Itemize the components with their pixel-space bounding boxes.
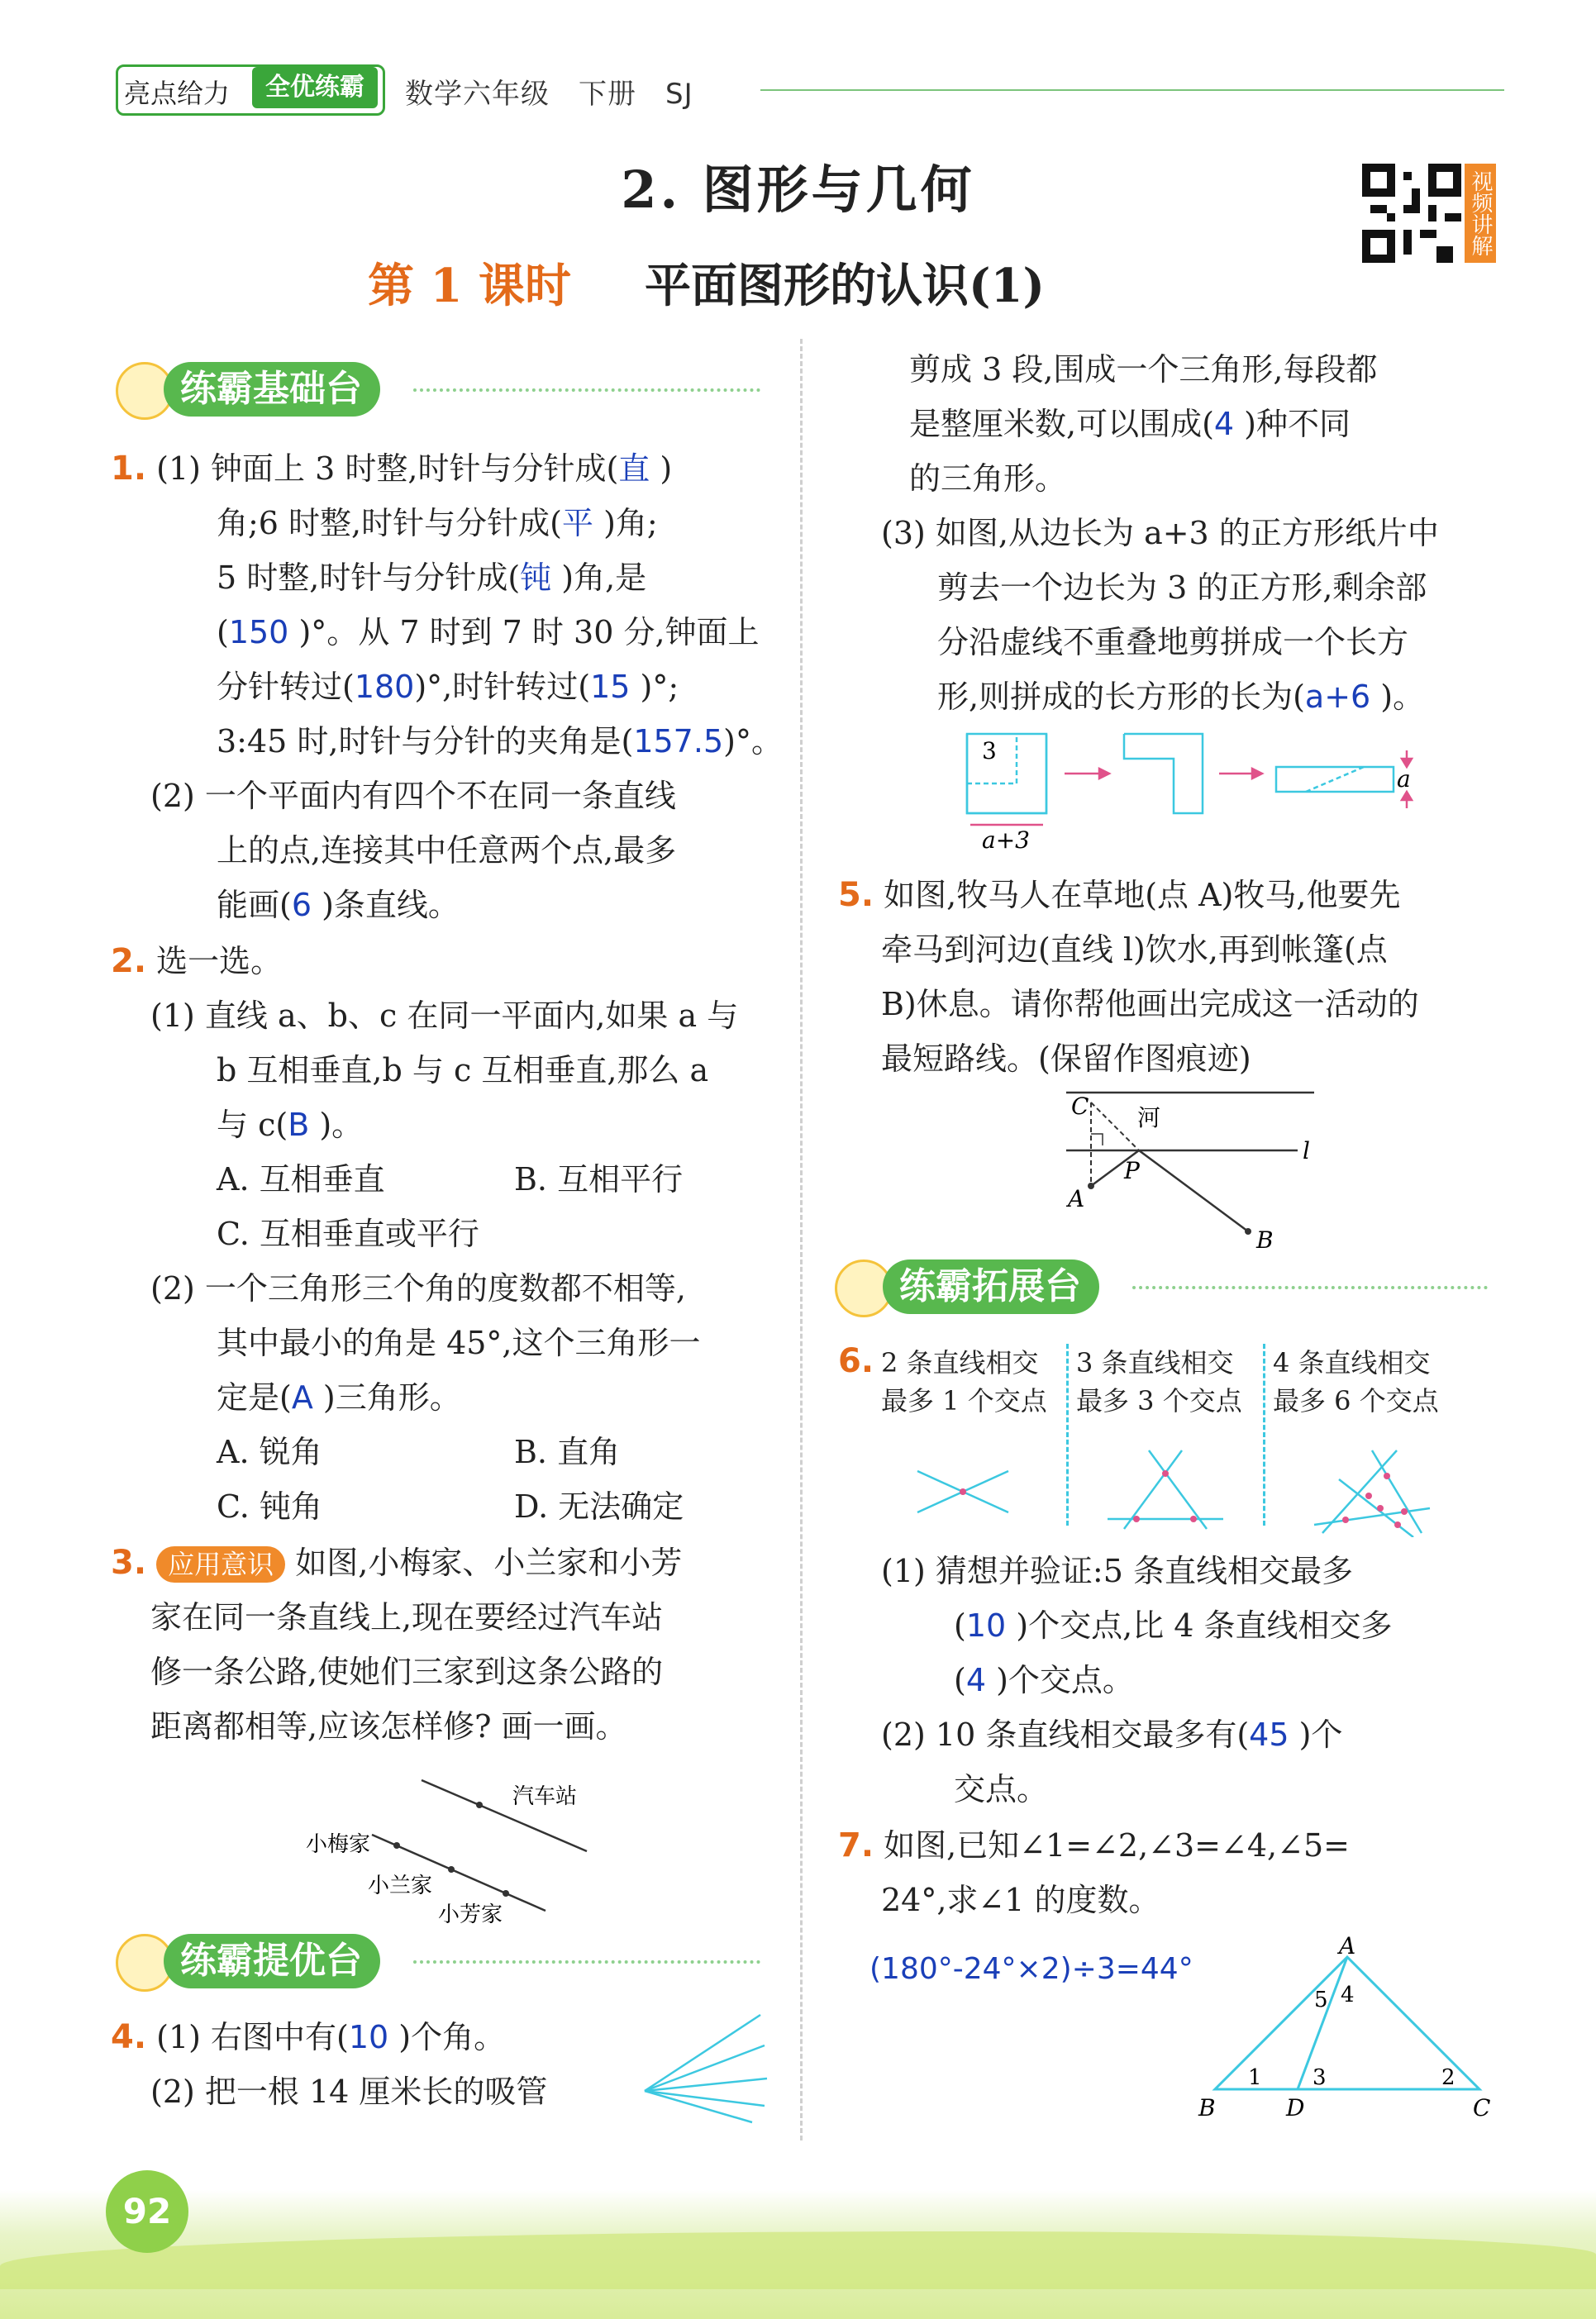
q4-square-figure (950, 726, 1430, 850)
label-4: 4 (1341, 1983, 1355, 2007)
label-l: l (1303, 1137, 1310, 1164)
lesson-number: 第 1 课时 (368, 259, 571, 313)
page-number: 92 (106, 2170, 188, 2253)
answer: 157.5 (633, 723, 724, 760)
label-2: 2 (1441, 2065, 1455, 2090)
answer: 4 (1213, 406, 1235, 442)
q7-answer: (180°-24°×2)÷3=44° (869, 1952, 1193, 1986)
q6-parts: (1) 猜想并验证:5 条直线相交最多 (10 )个交点,比 4 条直线相交多 (4 )个交点。 (2) 10 条直线相交最多有(45 )个 交点。 (881, 1553, 1393, 1807)
answer: 10 (965, 1607, 1007, 1644)
q7-triangle-figure (1190, 1934, 1504, 2132)
label-bus-stop: 汽车站 (512, 1784, 578, 1809)
q4-part3: (3) 如图,从边长为 a+3 的正方形纸片中 剪去一个边长为 3 的正方形,剩余部 分沿虚线不重叠地剪拼成一个长方 形,则拼成的长方形的长为(a+6 )。 (881, 515, 1439, 715)
column-divider (800, 339, 803, 2140)
q3: 3. 应用意识 如图,小梅家、小兰家和小芳 家在同一条直线上,现在要经过汽车站 修一条公路,使她们三家到这条公路的 距离都相等,应该怎样修? 画一画。 (111, 1544, 683, 1745)
label-B: B (1198, 2094, 1216, 2121)
label-river: 河 (1137, 1104, 1161, 1131)
q1: 1. (1) 钟面上 3 时整,时针与分针成(直 ) 角;6 时整,时针与分针成(平 )角; 5 时整,时针与分针成(钝 )角,是 (150 )°。从 7 时到 7 时 30 分,钟面上 分针转过(180)°,时针转过(15 )°; 3:45 时,时针与分针的夹角是(157.5)°。 (2) 一个平面内有四个不在同一条直线 上的点,连接其中任意两个点,最多 能画(6 )条直线。 (111, 450, 783, 923)
label-a-plus-3: a+3 (982, 826, 1030, 850)
answer: 45 (1249, 1717, 1289, 1753)
answer: 6 (291, 887, 312, 923)
q3-figure (289, 1769, 620, 1934)
label-xiaomei: 小梅家 (306, 1832, 371, 1857)
section-basic-label: 练霸基础台 (164, 362, 380, 417)
label-A: A (1068, 1185, 1085, 1212)
q7-number: 7. (838, 1826, 874, 1864)
video-tag: 视频讲解 (1465, 164, 1496, 263)
label-xiaolan: 小兰家 (368, 1874, 433, 1898)
q5-number: 5. (838, 876, 874, 914)
answer: 15 (590, 669, 631, 705)
label-C: C (1071, 1093, 1089, 1120)
qr-code-icon[interactable] (1362, 164, 1461, 263)
label-a: a (1397, 765, 1411, 793)
q6-col-3: 4 条直线相交 最多 6 个交点 (1273, 1347, 1439, 1417)
label-5: 5 (1314, 1988, 1328, 2012)
q2: 2. 选一选。 (1) 直线 a、b、c 在同一平面内,如果 a 与 b 互相垂直,b 与 c 互相垂直,那么 a 与 c(B )。 A. 互相垂直 B. 互相平行 C. 互相垂直或平行 (2) 一个三角形三个角的度数都不相等, 其中最小的角是 45°,这个三角形一 定是(A )三角形。 A. 锐角 B. 直角 C. 钝角 D. 无法确定 (111, 942, 739, 1525)
q4: 4. (1) 右图中有(10 )个角。 (2) 把一根 14 厘米长的吸管 (111, 2018, 548, 2110)
label-3: 3 (982, 737, 997, 764)
answer: 直 (618, 450, 650, 487)
q6-col-1: 2 条直线相交 最多 1 个交点 (881, 1347, 1047, 1417)
label-D: D (1286, 2094, 1305, 2121)
label-C: C (1473, 2094, 1491, 2121)
answer: 180 (354, 669, 415, 705)
course-info: 数学六年级 下册 SJ (405, 78, 693, 111)
q4-number: 4. (111, 2018, 147, 2056)
lesson-topic: 平面图形的认识(1) (645, 259, 1045, 313)
q4-rays-figure (636, 2008, 769, 2124)
section-basic (116, 362, 760, 417)
section-expand (835, 1259, 1488, 1314)
label-P: P (1124, 1157, 1140, 1184)
answer: B (288, 1107, 310, 1143)
label-B: B (1256, 1226, 1274, 1254)
q6-col-2: 3 条直线相交 最多 3 个交点 (1076, 1347, 1242, 1417)
brand-right: 全优练霸 (252, 67, 378, 108)
q1-number: 1. (111, 450, 147, 488)
label-1: 1 (1248, 2065, 1262, 2090)
q7: 7. 如图,已知∠1=∠2,∠3=∠4,∠5= 24°,求∠1 的度数。 (838, 1826, 1350, 1918)
header-rule (760, 89, 1504, 91)
q5: 5. 如图,牧马人在草地(点 A)牧马,他要先 牵马到河边(直线 l)饮水,再到帐篷(点 B)休息。请你帮他画出完成这一活动的 最短路线。(保留作图痕迹) (838, 876, 1419, 1077)
answer: A (291, 1379, 313, 1416)
label-A: A (1339, 1934, 1356, 1959)
q3-number: 3. (111, 1544, 147, 1582)
brand-left: 亮点给力 (124, 78, 231, 109)
answer: a+6 (1304, 679, 1371, 715)
section-improve-label: 练霸提优台 (164, 1934, 380, 1988)
answer: 平 (561, 505, 593, 541)
answer: 10 (348, 2019, 389, 2055)
answer: 150 (228, 614, 289, 650)
label-xiaofang: 小芳家 (438, 1902, 503, 1927)
q6 (838, 1342, 874, 1380)
q3-tag: 应用意识 (156, 1546, 285, 1583)
answer: 钝 (520, 560, 552, 596)
label-3: 3 (1313, 2065, 1327, 2090)
answer: 4 (965, 1662, 987, 1698)
section-expand-label: 练霸拓展台 (883, 1259, 1099, 1314)
q6-lines-figure (909, 1446, 1488, 1537)
q6-number: 6. (838, 1342, 874, 1380)
q2-number: 2. (111, 942, 147, 980)
chapter-title: 2. 图形与几何 (621, 160, 975, 220)
q4-continued: 剪成 3 段,围成一个三角形,每段都 是整厘米数,可以围成(4 )种不同 的三角形。 (909, 351, 1378, 497)
section-improve (116, 1934, 760, 1988)
q5-river-figure (1050, 1083, 1322, 1256)
